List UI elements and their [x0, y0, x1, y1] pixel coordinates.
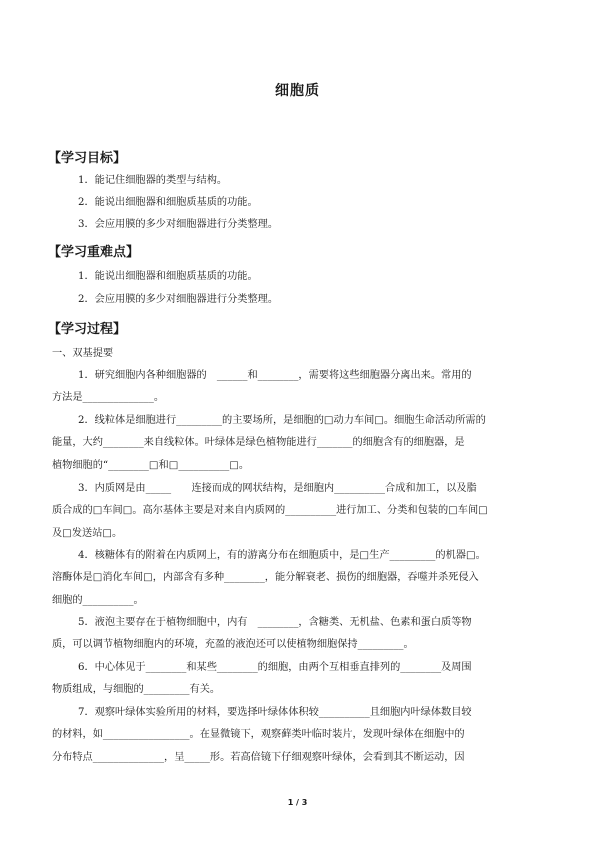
- exercise-line: 5．液泡主要存在于植物细胞中，内有 ________，含糖类、无机盐、色素和蛋白质等物: [78, 617, 472, 628]
- page-number: 1 / 3: [287, 798, 308, 807]
- goal-item: 1．能记住细胞器的类型与结构。: [78, 175, 228, 186]
- key-point-item: 2．会应用膜的多少对细胞器进行分类整理。: [78, 294, 279, 305]
- goal-item: 2．能说出细胞器和细胞质基质的功能。: [78, 197, 258, 208]
- exercise-line: 溶酶体是□消化车间□，内部含有多种________，能分解衰老、损伤的细胞器，吞噬并杀死侵入: [52, 572, 479, 583]
- exercise-line: 物质组成，与细胞的_________有关。: [52, 684, 221, 695]
- exercise-line: 7．观察叶绿体实验所用的材料，要选择叶绿体体积较__________且细胞内叶绿体数目较: [78, 707, 472, 718]
- exercise-line: 2．线粒体是细胞进行_________的主要场所，是细胞的□动力车间□。细胞生命活动所需的: [78, 415, 486, 426]
- key-point-item: 1．能说出细胞器和细胞质基质的功能。: [78, 271, 258, 282]
- exercise-line: 质合成的□车间□。高尔基体主要是对来自内质网的__________进行加工、分类和包装的□车间□: [52, 505, 488, 516]
- exercise-line: 的材料，如_________________。在显微镜下，观察藓类叶临时装片，发现叶绿体在细胞中的: [52, 729, 465, 740]
- exercise-line: 及□发送站□。: [52, 528, 123, 539]
- exercise-line: 质，可以调节植物细胞内的环境，充盈的液泡还可以使植物细胞保持_________。: [52, 639, 414, 650]
- subsection-label: 一、双基提要: [52, 348, 114, 359]
- page-title: 细胞质: [275, 83, 320, 99]
- exercise-line: 能量，大约________来自线粒体。叶绿体是绿色植物能进行_______的细胞含有的细胞器，是: [52, 437, 465, 448]
- exercise-line: 分布特点______________，呈_____形。若高倍镜下仔细观察叶绿体，会看到其不断运动，因: [52, 752, 465, 763]
- section-heading-process: 【学习过程】: [48, 322, 127, 337]
- exercise-line: 6．中心体见于________和某些________的细胞，由两个互相垂直排列的________及周围: [78, 662, 472, 673]
- exercise-line: 3．内质网是由_____ 连接而成的网状结构，是细胞内__________合成和加工，以及脂: [78, 483, 477, 494]
- exercise-line: 4．核糖体有的附着在内质网上，有的游离分布在细胞质中，是□生产_________的机器□。: [78, 550, 486, 561]
- goal-item: 3．会应用膜的多少对细胞器进行分类整理。: [78, 219, 279, 230]
- exercise-line: 方法是______________。: [52, 392, 165, 403]
- exercise-line: 细胞的__________。: [52, 595, 144, 606]
- exercise-line: 植物细胞的“________□和□__________□。: [52, 460, 250, 471]
- section-heading-key-points: 【学习重难点】: [48, 245, 140, 260]
- section-heading-goals: 【学习目标】: [48, 151, 127, 166]
- exercise-line: 1．研究细胞内各种细胞器的 ______和________，需要将这些细胞器分离出来。常用的: [78, 370, 472, 381]
